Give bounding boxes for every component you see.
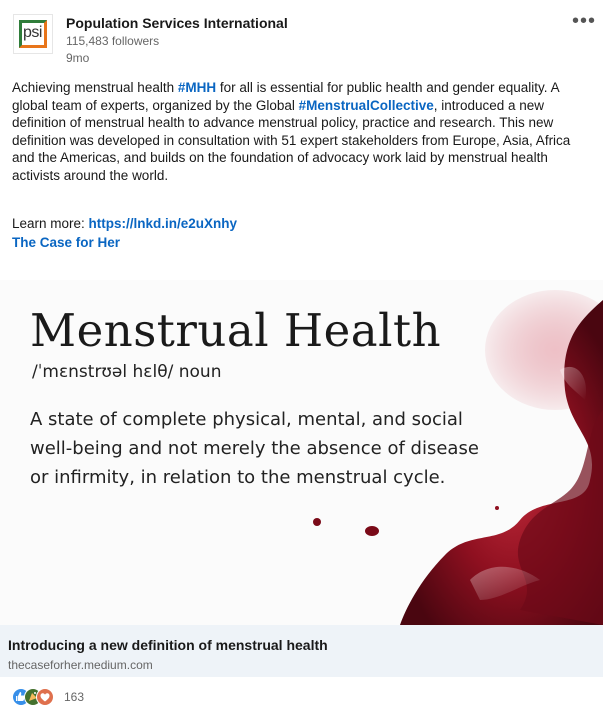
org-name[interactable]: Population Services International: [66, 15, 288, 31]
image-definition: A state of complete physical, mental, and social well-being and not merely the absence of disease or infirmity, in relation to the menstrual cycle.: [30, 409, 479, 488]
learn-more-label: Learn more:: [12, 216, 89, 231]
post-text-2: for all is essential for public health and gender equality. A global team of experts, organized by the Global: [12, 80, 559, 113]
logo-text: psi: [23, 24, 42, 41]
post-body: [12, 79, 592, 185]
image-title: Menstrual Health: [30, 304, 442, 357]
link-preview-card[interactable]: [0, 625, 603, 677]
post-header: [0, 0, 603, 70]
hashtag-menstrual-collective[interactable]: #MenstrualCollective: [298, 97, 434, 113]
link-preview-title[interactable]: Introducing a new definition of menstrual health: [8, 637, 328, 653]
post-text-3: , introduced a new definition of menstrual health to advance menstrual policy, practice and research. This new definition was developed in consultation with 51 expert stakeholders from Europe, Asia, Africa and the Americas, and builds on the foundation of advocacy work laid by menstrual health activists around the world.: [12, 97, 571, 183]
case-for-her-link[interactable]: The Case for Her: [12, 235, 121, 250]
more-options-icon[interactable]: •••: [572, 10, 597, 32]
post-image[interactable]: [0, 280, 603, 625]
learn-more-link[interactable]: https://lnkd.in/e2uXnhy: [88, 216, 238, 231]
follower-count: 115,483 followers: [66, 34, 160, 48]
reaction-count[interactable]: 163: [64, 690, 85, 704]
org-logo[interactable]: [13, 14, 53, 54]
learn-more-line: [12, 216, 237, 231]
link-preview-domain: thecaseforher.medium.com: [8, 658, 153, 672]
hashtag-mhh[interactable]: #MHH: [177, 80, 217, 95]
post-age: 9mo: [66, 51, 90, 65]
post-text-1: Achieving menstrual health: [12, 80, 178, 95]
image-phonetic: /ˈmɛnstrʊəl hɛlθ/ noun: [32, 362, 222, 382]
love-icon: [36, 688, 54, 706]
